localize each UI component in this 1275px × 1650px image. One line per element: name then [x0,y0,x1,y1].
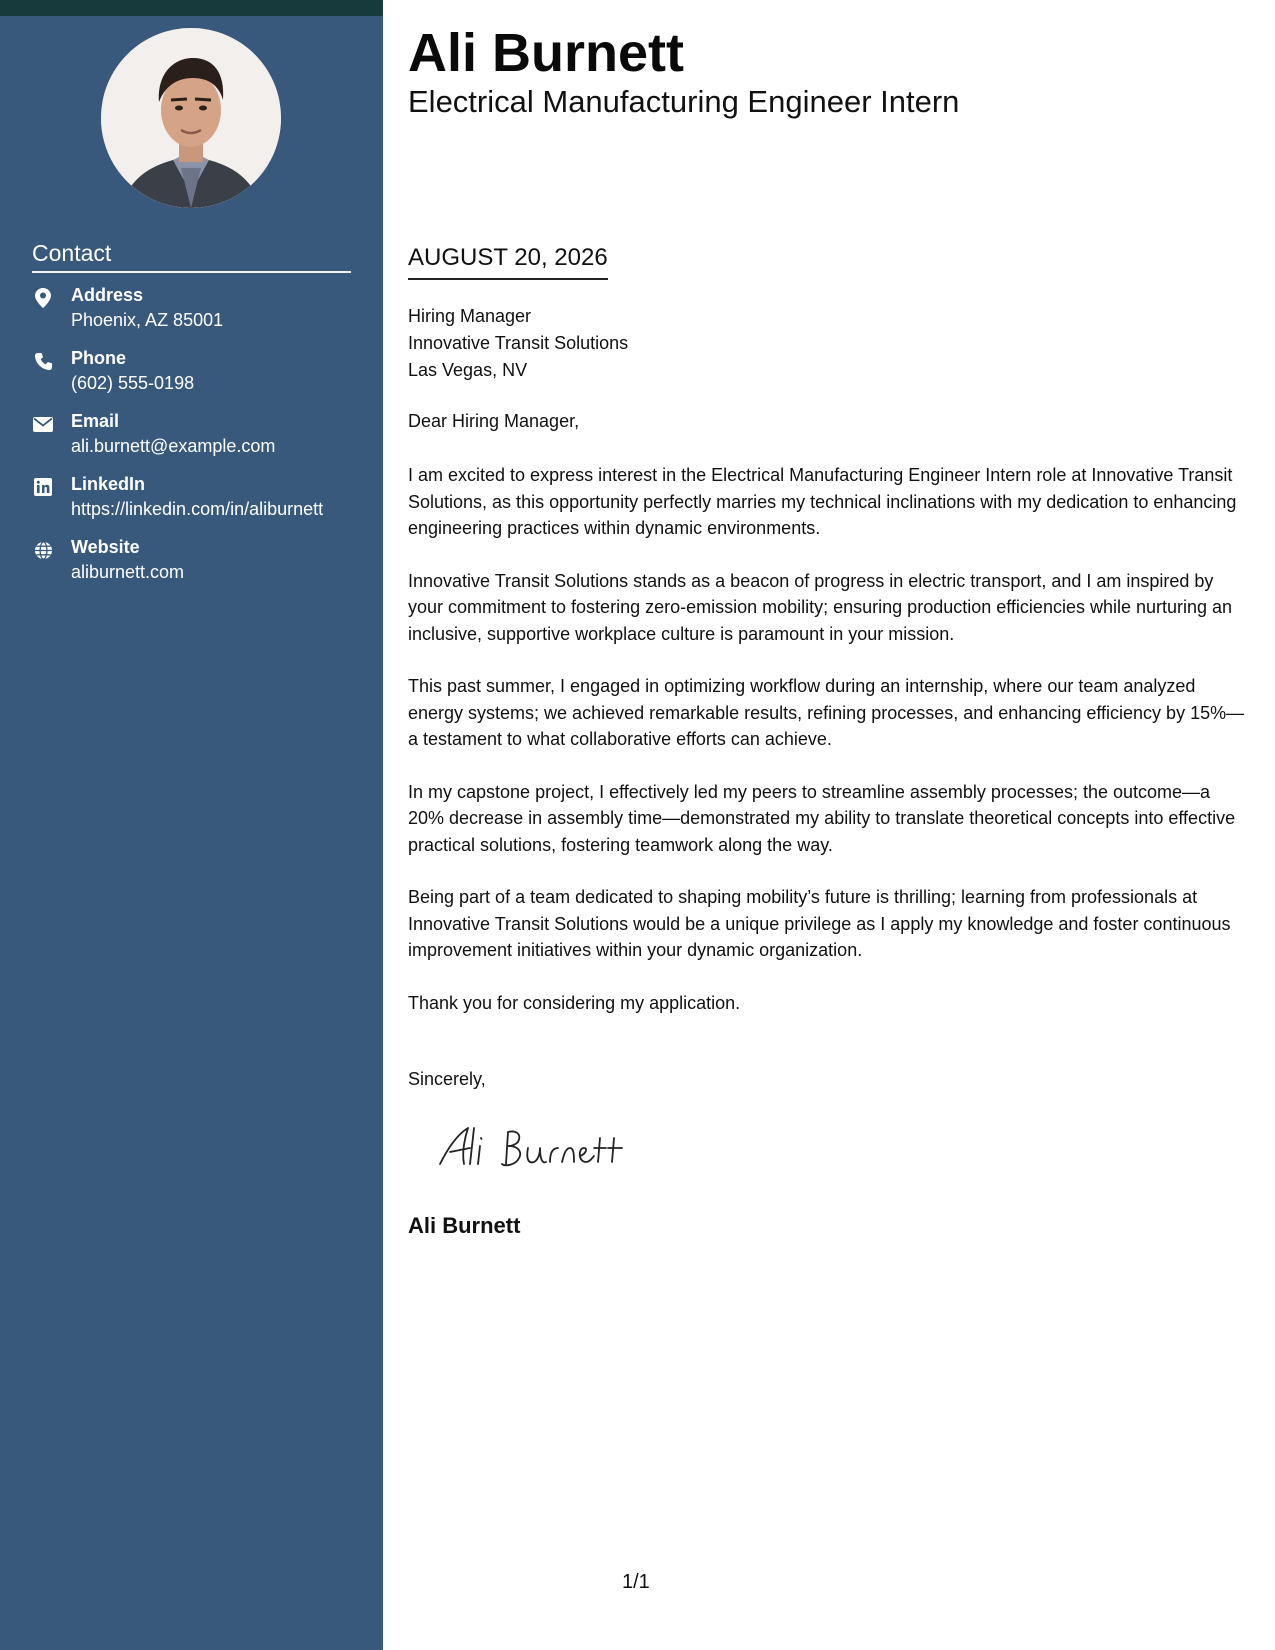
salutation: Dear Hiring Manager, [408,411,580,431]
recipient-line: Las Vegas, NV [408,360,528,380]
applicant-name: Ali Burnett [408,23,684,83]
sidebar [0,0,383,1650]
body-paragraph: Innovative Transit Solutions stands as a beacon of progress in electric transport, and I am inspired by your commitment to fostering zero-emission mobility; ensuring production efficiencies while nurturing an inclusive, supportive workplace culture is paramount in your mission. [408,570,1233,644]
contact-value[interactable]: aliburnett.com [71,562,185,582]
page-number: 1/1 [622,1571,650,1593]
contact-label: Email [71,411,120,431]
contact-value: ali.burnett@example.com [71,436,276,456]
signature-icon [434,1118,644,1178]
contact-item-phone [32,348,372,411]
contact-item-linkedin [32,474,372,537]
body-paragraph: In my capstone project, I effectively led my peers to streamline assembly processes; the outcome—a 20% decrease in assembly time—demonstrated my ability to translate theoretical concepts into effective practical solutions, fostering teamwork along the way. [408,781,1236,855]
body-paragraph: This past summer, I engaged in optimizing workflow during an internship, where our team analyzed energy systems; we achieved remarkable results, refining processes, and enhancing efficiency by 15%—a testament to what collaborative efforts can achieve. [408,676,1245,749]
contact-item-email [32,411,372,474]
handwritten-signature [434,1118,644,1183]
contact-value: (602) 555-0198 [71,373,195,393]
avatar-photo-icon [101,28,281,208]
contact-value: Phoenix, AZ 85001 [71,310,224,330]
signer-name: Ali Burnett [408,1213,521,1238]
recipient-block [408,303,628,384]
body-paragraph: I am excited to express interest in the Electrical Manufacturing Engineer Intern role at Innovative Transit Solutions, as this opportunity perfectly marries my technical inclinations with my dedication to enhancing engineering practices within dynamic environments. [408,465,1237,538]
phone-icon [32,350,54,372]
contact-item-website [32,537,372,600]
globe-icon [32,539,54,561]
body-paragraph: Thank you for considering my application. [408,992,741,1013]
linkedin-icon [32,476,54,498]
letter-date: AUGUST 20, 2026 [408,244,608,280]
contact-label: Address [71,285,144,305]
recipient-line: Innovative Transit Solutions [408,333,629,353]
body-paragraph: Being part of a team dedicated to shaping mobility’s future is thrilling; learning from professionals at Innovative Transit Solutions would be a unique privilege as I apply my knowledge and foster continuous improvement initiatives within your dynamic organization. [408,887,1231,960]
letter-body [408,462,1248,1042]
recipient-line: Hiring Manager [408,306,532,326]
contact-item-address [32,285,372,348]
contact-label: Website [71,537,140,557]
contact-label: Phone [71,348,127,368]
contact-heading: Contact [32,240,351,273]
closing: Sincerely, [408,1069,486,1089]
sidebar-top-bar [0,0,383,16]
envelope-icon [32,413,54,435]
contact-value[interactable]: https://linkedin.com/in/aliburnett [71,499,324,519]
job-title: Electrical Manufacturing Engineer Intern [408,84,960,119]
contact-label: LinkedIn [71,474,146,494]
map-pin-icon [32,287,54,309]
contact-list [32,285,372,600]
avatar [101,28,281,208]
